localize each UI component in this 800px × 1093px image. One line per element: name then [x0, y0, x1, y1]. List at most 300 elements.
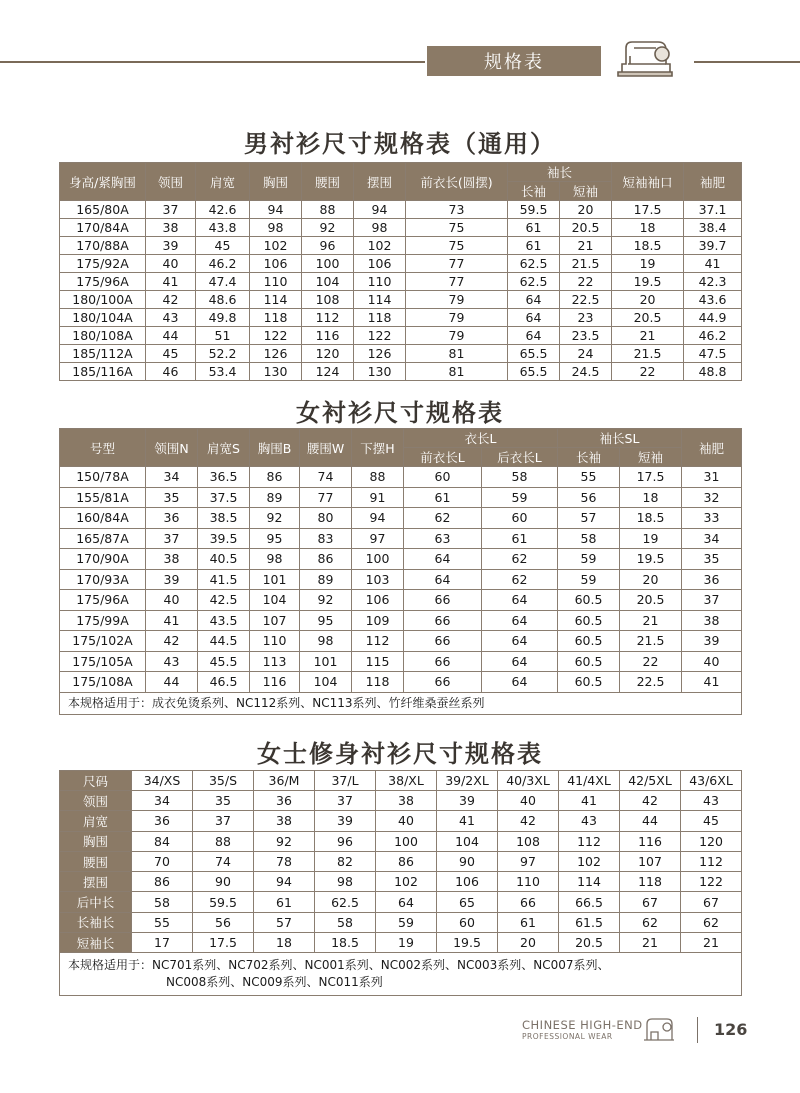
table-cell: 170/93A [60, 569, 146, 590]
table-cell: 20.5 [620, 590, 682, 611]
table-cell: 79 [406, 309, 508, 327]
table-cell: 59 [558, 549, 620, 570]
table-row [60, 791, 742, 811]
table-cell: 23.5 [560, 327, 612, 345]
women-header-sleeve-width: 袖肥 [682, 429, 742, 467]
table-cell: 31 [682, 467, 742, 488]
row-label: 肩宽 [60, 811, 132, 831]
table-cell: 80 [300, 508, 352, 529]
table-cell: 20.5 [612, 309, 684, 327]
table-cell: 48.8 [684, 363, 742, 381]
table-cell: 59 [482, 487, 558, 508]
table-cell: 62 [681, 912, 742, 932]
table-cell: 45 [681, 811, 742, 831]
table-cell: 175/92A [60, 255, 146, 273]
table-row [60, 201, 742, 219]
table-cell: 39 [315, 811, 376, 831]
table-cell: 185/112A [60, 345, 146, 363]
table-cell: 41 [146, 273, 196, 291]
table-row [60, 327, 742, 345]
slim-note-line-1: 本规格适用于：NC701系列、NC702系列、NC001系列、NC002系列、NC003系列、NC007系列、 [68, 958, 610, 973]
table-cell: 39 [146, 237, 196, 255]
table-cell: 102 [376, 872, 437, 892]
table-cell: 66 [404, 672, 482, 693]
table-cell: 36 [254, 791, 315, 811]
table-cell: 40.5 [198, 549, 250, 570]
table-cell: 33 [682, 508, 742, 529]
table-cell: 102 [559, 851, 620, 871]
table-cell: 96 [315, 831, 376, 851]
table-cell: 58 [132, 892, 193, 912]
slim-size-table [59, 770, 742, 996]
table-cell: 64 [376, 892, 437, 912]
size-header: 35/S [193, 771, 254, 791]
table-cell: 19.5 [437, 933, 498, 953]
table-cell: 17.5 [620, 467, 682, 488]
table-cell: 36 [132, 811, 193, 831]
table-cell: 112 [681, 851, 742, 871]
men-header-front-length: 前衣长(圆摆) [406, 163, 508, 201]
men-header-sleeve-width: 袖肥 [684, 163, 742, 201]
table-cell: 74 [300, 467, 352, 488]
table-cell: 55 [558, 467, 620, 488]
table-cell: 40 [146, 255, 196, 273]
table-row [60, 273, 742, 291]
row-label: 后中长 [60, 892, 132, 912]
table-cell: 92 [250, 508, 300, 529]
women-table-body [60, 467, 742, 693]
table-row [60, 255, 742, 273]
footer-subtitle: PROFESSIONAL WEAR [522, 1032, 613, 1041]
table-cell: 41 [437, 811, 498, 831]
table-cell: 18 [254, 933, 315, 953]
table-cell: 79 [406, 327, 508, 345]
table-cell: 42 [146, 291, 196, 309]
row-label: 胸围 [60, 831, 132, 851]
table-row [60, 892, 742, 912]
men-header-shoulder: 肩宽 [196, 163, 250, 201]
table-cell: 64 [482, 672, 558, 693]
men-header-long-sleeve: 长袖 [508, 182, 560, 201]
table-cell: 44.5 [198, 631, 250, 652]
table-cell: 34 [146, 467, 198, 488]
men-header-sleeve: 袖长 [508, 163, 612, 182]
table-cell: 98 [315, 872, 376, 892]
table-cell: 81 [406, 345, 508, 363]
table-cell: 66 [498, 892, 559, 912]
table-cell: 64 [482, 651, 558, 672]
table-cell: 60 [437, 912, 498, 932]
table-cell: 64 [508, 327, 560, 345]
table-cell: 38 [146, 549, 198, 570]
table-cell: 39 [437, 791, 498, 811]
table-cell: 40 [146, 590, 198, 611]
table-row [60, 528, 742, 549]
table-row [60, 309, 742, 327]
table-cell: 170/88A [60, 237, 146, 255]
table-cell: 61 [482, 528, 558, 549]
table-cell: 70 [132, 851, 193, 871]
table-cell: 38 [146, 219, 196, 237]
table-cell: 64 [404, 549, 482, 570]
row-label: 领围 [60, 791, 132, 811]
table-row [60, 363, 742, 381]
table-cell: 17 [132, 933, 193, 953]
table-cell: 61 [254, 892, 315, 912]
table-cell: 42.6 [196, 201, 250, 219]
table-cell: 43 [146, 651, 198, 672]
table-cell: 102 [354, 237, 406, 255]
table-cell: 77 [406, 273, 508, 291]
women-header-back-length: 后衣长L [482, 448, 558, 467]
page-number: 126 [714, 1020, 748, 1039]
table-cell: 108 [302, 291, 354, 309]
table-cell: 41 [146, 610, 198, 631]
table-cell: 165/87A [60, 528, 146, 549]
table-cell: 118 [352, 672, 404, 693]
table-cell: 41 [684, 255, 742, 273]
table-cell: 52.2 [196, 345, 250, 363]
women-header-front-length: 前衣长L [404, 448, 482, 467]
table-cell: 36 [146, 508, 198, 529]
table-cell: 43.5 [198, 610, 250, 631]
table-cell: 98 [300, 631, 352, 652]
table-cell: 62 [482, 549, 558, 570]
table-cell: 67 [620, 892, 681, 912]
size-header: 38/XL [376, 771, 437, 791]
slim-table-note [60, 953, 742, 996]
table-cell: 97 [352, 528, 404, 549]
table-cell: 59.5 [193, 892, 254, 912]
table-cell: 66 [404, 610, 482, 631]
table-cell: 102 [250, 237, 302, 255]
table-cell: 42 [498, 811, 559, 831]
table-cell: 88 [193, 831, 254, 851]
table-cell: 46.2 [684, 327, 742, 345]
table-cell: 91 [352, 487, 404, 508]
table-cell: 34 [132, 791, 193, 811]
table-cell: 57 [558, 508, 620, 529]
table-cell: 75 [406, 237, 508, 255]
table-cell: 100 [302, 255, 354, 273]
women-header-hem: 下摆H [352, 429, 404, 467]
table-cell: 41 [559, 791, 620, 811]
table-cell: 114 [559, 872, 620, 892]
table-cell: 90 [193, 872, 254, 892]
size-header: 41/4XL [559, 771, 620, 791]
table-cell: 22.5 [620, 672, 682, 693]
table-row [60, 508, 742, 529]
table-cell: 61.5 [559, 912, 620, 932]
table-cell: 46.5 [198, 672, 250, 693]
table-cell: 35 [682, 549, 742, 570]
table-cell: 100 [352, 549, 404, 570]
table-cell: 104 [302, 273, 354, 291]
size-header: 42/5XL [620, 771, 681, 791]
table-cell: 46 [146, 363, 196, 381]
table-cell: 122 [250, 327, 302, 345]
table-cell: 66.5 [559, 892, 620, 912]
table-cell: 175/99A [60, 610, 146, 631]
table-cell: 21 [560, 237, 612, 255]
table-cell: 42.5 [198, 590, 250, 611]
table-cell: 112 [352, 631, 404, 652]
women-table-title: 女衬衫尺寸规格表 [296, 398, 504, 427]
table-cell: 39 [146, 569, 198, 590]
women-header-length: 衣长L [404, 429, 558, 448]
table-cell: 37.1 [684, 201, 742, 219]
table-cell: 175/105A [60, 651, 146, 672]
table-cell: 64 [508, 291, 560, 309]
table-cell: 61 [508, 237, 560, 255]
sewing-machine-icon [612, 34, 678, 78]
table-cell: 97 [498, 851, 559, 871]
table-cell: 60.5 [558, 651, 620, 672]
table-cell: 94 [354, 201, 406, 219]
table-cell: 42 [146, 631, 198, 652]
table-cell: 118 [250, 309, 302, 327]
table-cell: 96 [302, 237, 354, 255]
table-cell: 86 [250, 467, 300, 488]
table-cell: 19 [620, 528, 682, 549]
table-cell: 90 [437, 851, 498, 871]
size-header: 43/6XL [681, 771, 742, 791]
table-cell: 86 [300, 549, 352, 570]
table-cell: 98 [250, 219, 302, 237]
women-header-waist: 腰围W [300, 429, 352, 467]
row-label: 短袖长 [60, 933, 132, 953]
men-header-size: 身高/紧胸围 [60, 163, 146, 201]
table-cell: 20.5 [559, 933, 620, 953]
table-row [60, 872, 742, 892]
table-cell: 78 [254, 851, 315, 871]
table-row [60, 831, 742, 851]
table-cell: 20 [620, 569, 682, 590]
table-cell: 19.5 [612, 273, 684, 291]
table-cell: 22 [560, 273, 612, 291]
table-cell: 39.7 [684, 237, 742, 255]
table-cell: 180/100A [60, 291, 146, 309]
slim-header-corner: 尺码 [60, 771, 132, 791]
table-cell: 115 [352, 651, 404, 672]
men-table-body [60, 201, 742, 381]
table-cell: 39 [682, 631, 742, 652]
table-cell: 83 [300, 528, 352, 549]
header-rule-right [694, 61, 800, 63]
table-cell: 39.5 [198, 528, 250, 549]
table-cell: 18.5 [612, 237, 684, 255]
table-cell: 185/116A [60, 363, 146, 381]
table-cell: 60.5 [558, 672, 620, 693]
table-cell: 126 [354, 345, 406, 363]
table-cell: 88 [302, 201, 354, 219]
table-cell: 21.5 [560, 255, 612, 273]
table-cell: 110 [354, 273, 406, 291]
table-cell: 126 [250, 345, 302, 363]
table-cell: 43 [559, 811, 620, 831]
table-cell: 59.5 [508, 201, 560, 219]
table-cell: 100 [376, 831, 437, 851]
table-cell: 66 [404, 631, 482, 652]
table-cell: 104 [437, 831, 498, 851]
table-cell: 58 [558, 528, 620, 549]
table-cell: 58 [482, 467, 558, 488]
table-cell: 56 [558, 487, 620, 508]
table-cell: 62 [620, 912, 681, 932]
table-cell: 42.3 [684, 273, 742, 291]
table-row [60, 219, 742, 237]
table-row [60, 912, 742, 932]
table-cell: 101 [250, 569, 300, 590]
table-cell: 113 [250, 651, 300, 672]
table-row [60, 631, 742, 652]
table-cell: 53.4 [196, 363, 250, 381]
table-cell: 94 [254, 872, 315, 892]
table-cell: 118 [354, 309, 406, 327]
men-header-waist: 腰围 [302, 163, 354, 201]
table-cell: 59 [558, 569, 620, 590]
table-cell: 65.5 [508, 345, 560, 363]
table-cell: 62 [404, 508, 482, 529]
table-cell: 64 [482, 610, 558, 631]
size-header: 37/L [315, 771, 376, 791]
men-table-title: 男衬衫尺寸规格表（通用） [244, 129, 556, 158]
table-row [60, 569, 742, 590]
table-cell: 108 [498, 831, 559, 851]
women-header-shoulder: 肩宽S [198, 429, 250, 467]
table-cell: 21.5 [612, 345, 684, 363]
slim-note-line-2: NC008系列、NC009系列、NC011系列 [166, 975, 383, 990]
table-cell: 110 [498, 872, 559, 892]
table-cell: 35 [146, 487, 198, 508]
table-cell: 47.5 [684, 345, 742, 363]
table-cell: 60 [482, 508, 558, 529]
table-cell: 130 [354, 363, 406, 381]
table-cell: 84 [132, 831, 193, 851]
table-cell: 74 [193, 851, 254, 871]
table-cell: 60 [404, 467, 482, 488]
table-cell: 95 [300, 610, 352, 631]
table-cell: 18.5 [620, 508, 682, 529]
table-cell: 77 [300, 487, 352, 508]
women-header-short-sleeve: 短袖 [620, 448, 682, 467]
table-cell: 122 [681, 872, 742, 892]
table-cell: 43 [146, 309, 196, 327]
table-cell: 38.4 [684, 219, 742, 237]
table-cell: 95 [250, 528, 300, 549]
table-cell: 62 [482, 569, 558, 590]
table-cell: 59 [376, 912, 437, 932]
table-cell: 98 [250, 549, 300, 570]
table-cell: 44 [146, 327, 196, 345]
table-row [60, 291, 742, 309]
men-header-chest: 胸围 [250, 163, 302, 201]
table-cell: 61 [404, 487, 482, 508]
table-cell: 94 [250, 201, 302, 219]
table-cell: 170/84A [60, 219, 146, 237]
table-cell: 37 [146, 528, 198, 549]
table-cell: 43.6 [684, 291, 742, 309]
table-cell: 22 [620, 651, 682, 672]
table-cell: 20.5 [560, 219, 612, 237]
table-cell: 45 [196, 237, 250, 255]
slim-table-title: 女士修身衬衫尺寸规格表 [257, 739, 543, 768]
table-cell: 122 [354, 327, 406, 345]
table-cell: 60.5 [558, 590, 620, 611]
table-cell: 94 [352, 508, 404, 529]
table-cell: 44 [146, 672, 198, 693]
table-row [60, 610, 742, 631]
table-cell: 42 [620, 791, 681, 811]
table-cell: 165/80A [60, 201, 146, 219]
table-cell: 175/96A [60, 273, 146, 291]
table-cell: 92 [302, 219, 354, 237]
table-cell: 49.8 [196, 309, 250, 327]
table-cell: 19.5 [620, 549, 682, 570]
table-cell: 21 [612, 327, 684, 345]
row-label: 腰围 [60, 851, 132, 871]
table-cell: 110 [250, 631, 300, 652]
table-cell: 38 [682, 610, 742, 631]
women-table-note: 本规格适用于：成衣免烫系列、NC112系列、NC113系列、竹纤维桑蚕丝系列 [60, 692, 742, 714]
table-cell: 64 [404, 569, 482, 590]
men-header-short-sleeve: 短袖 [560, 182, 612, 201]
table-cell: 106 [354, 255, 406, 273]
table-cell: 51 [196, 327, 250, 345]
table-cell: 40 [682, 651, 742, 672]
table-cell: 88 [352, 467, 404, 488]
table-cell: 19 [612, 255, 684, 273]
table-cell: 116 [620, 831, 681, 851]
table-cell: 21 [620, 610, 682, 631]
table-cell: 86 [376, 851, 437, 871]
table-row [60, 811, 742, 831]
table-cell: 64 [508, 309, 560, 327]
table-cell: 37 [315, 791, 376, 811]
table-cell: 37 [146, 201, 196, 219]
table-cell: 75 [406, 219, 508, 237]
women-header-sleeve: 袖长SL [558, 429, 682, 448]
table-cell: 18.5 [315, 933, 376, 953]
table-cell: 180/104A [60, 309, 146, 327]
table-cell: 101 [300, 651, 352, 672]
table-row [60, 549, 742, 570]
table-cell: 112 [302, 309, 354, 327]
table-cell: 47.4 [196, 273, 250, 291]
men-size-table [59, 162, 742, 381]
table-row [60, 590, 742, 611]
table-cell: 170/90A [60, 549, 146, 570]
size-header: 36/M [254, 771, 315, 791]
table-cell: 110 [250, 273, 302, 291]
slim-table-body [60, 791, 742, 953]
table-cell: 24 [560, 345, 612, 363]
row-label: 摆围 [60, 872, 132, 892]
table-cell: 92 [254, 831, 315, 851]
table-cell: 64 [482, 590, 558, 611]
table-cell: 43 [681, 791, 742, 811]
table-cell: 92 [300, 590, 352, 611]
table-cell: 155/81A [60, 487, 146, 508]
women-header-size: 号型 [60, 429, 146, 467]
table-cell: 41.5 [198, 569, 250, 590]
table-cell: 89 [250, 487, 300, 508]
women-header-collar: 领围N [146, 429, 198, 467]
table-cell: 86 [132, 872, 193, 892]
table-cell: 38 [254, 811, 315, 831]
table-row [60, 467, 742, 488]
row-label: 长袖长 [60, 912, 132, 932]
